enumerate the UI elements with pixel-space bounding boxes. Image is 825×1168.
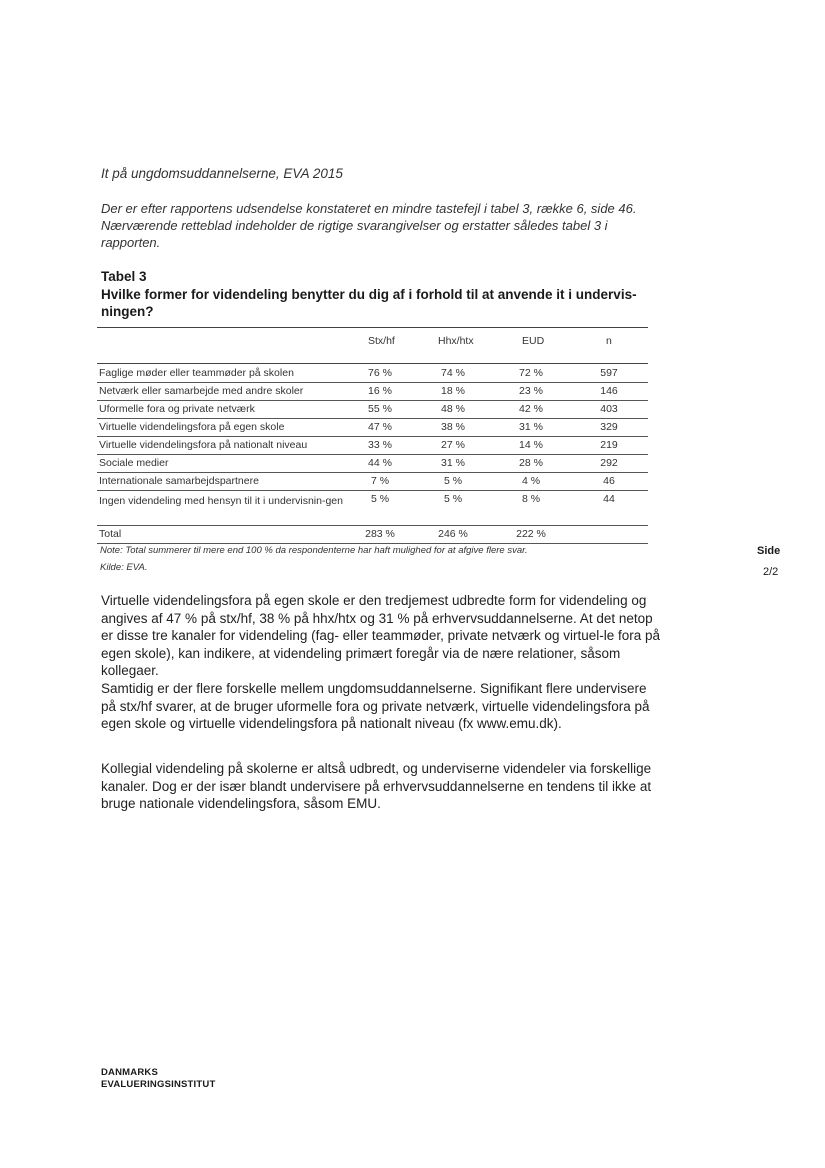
cell-stx: 44 % <box>368 457 392 469</box>
cell-hhx: 48 % <box>441 403 465 415</box>
table-row <box>97 365 648 383</box>
table-row <box>97 383 648 401</box>
cell-hhx: 5 % <box>443 493 463 505</box>
cell-hhx: 74 % <box>441 367 465 379</box>
table-row <box>97 419 648 437</box>
header-n: n <box>606 335 612 347</box>
table-row <box>97 473 648 491</box>
cell-eud: 28 % <box>519 457 543 469</box>
cell-hhx: 31 % <box>441 457 465 469</box>
row-label: Netværk eller samarbejde med andre skoler <box>99 385 304 397</box>
cell-stx: 55 % <box>368 403 392 415</box>
cell-stx: 5 % <box>370 493 390 505</box>
row-label: Sociale medier <box>99 457 169 469</box>
table-source: Kilde: EVA. <box>100 562 148 573</box>
cell-stx: 47 % <box>368 421 392 433</box>
cell-stx: 16 % <box>368 385 392 397</box>
cell-eud: 8 % <box>521 493 541 505</box>
cell-n: 292 <box>600 457 618 469</box>
cell-eud: 4 % <box>521 475 541 487</box>
body-paragraph: Virtuelle videndelingsfora på egen skole er den tredjemest udbredte form for videndeling og angives af 47 % på stx/hf, 38 % på hhx/htx og 31 % på erhvervsuddannelserne. At det netop er disse tre kanaler for videndeling (fag- eller teammøder, private netværk og virtuel-le fora på egen skole), kan indikere, at videndeling primært foregår via de nære relationer, såsom kollegaer. <box>101 593 661 678</box>
cell-hhx: 18 % <box>441 385 465 397</box>
row-label: Internationale samarbejdspartnere <box>99 475 259 487</box>
cell-hhx: 27 % <box>441 439 465 451</box>
cell-stx: 76 % <box>368 367 392 379</box>
total-label: Total <box>99 528 122 540</box>
logo-line-2: EVALUERINGSINSTITUT <box>101 1079 216 1090</box>
cell-eud: 72 % <box>519 367 543 379</box>
cell-stx: 7 % <box>370 475 390 487</box>
cell-n: 46 <box>603 475 615 487</box>
cell-hhx: 38 % <box>441 421 465 433</box>
cell-n: 219 <box>600 439 618 451</box>
body-paragraph: Samtidig er der flere forskelle mellem ungdomsuddannelserne. Signifikant flere undervisere på stx/hf svarer, at de bruger uformelle fora og private netværk, virtuelle videndelingsfora på egen skole og virtuelle videndelingsfora på nationalt niveau (fx www.emu.dk). <box>101 681 650 731</box>
cell-n: 403 <box>600 403 618 415</box>
logo-line-1: DANMARKS <box>101 1067 159 1078</box>
erratum-notice: Der er efter rapportens udsendelse konstateret en mindre tastefejl i tabel 3, række 6, side 46. Nærværende retteblad indeholder de rigtige svarangivelser og erstatter således tabel 3 i rapporten. <box>101 201 637 250</box>
institution-logo <box>101 1067 215 1091</box>
total-eud: 222 % <box>516 528 546 540</box>
header-hhx: Hhx/htx <box>438 335 474 347</box>
table-top-rule <box>97 327 648 328</box>
cell-eud: 23 % <box>519 385 543 397</box>
cell-eud: 31 % <box>519 421 543 433</box>
table-row <box>97 491 648 526</box>
total-stx: 283 % <box>365 528 395 540</box>
table-row <box>97 437 648 455</box>
cell-n: 329 <box>600 421 618 433</box>
table-row <box>97 401 648 419</box>
cell-n: 146 <box>600 385 618 397</box>
side-label: Side <box>757 545 781 557</box>
table-question: Hvilke former for videndeling benytter du dig af i forhold til at anvende it i undervis-ningen? <box>101 287 637 319</box>
cell-hhx: 5 % <box>443 475 463 487</box>
table-header-rule <box>97 363 648 364</box>
row-label: Virtuelle videndelingsfora på egen skole <box>99 421 285 433</box>
header-stx: Stx/hf <box>368 335 395 347</box>
total-hhx: 246 % <box>438 528 468 540</box>
page-number: 2/2 <box>763 566 779 578</box>
header-eud: EUD <box>522 335 545 347</box>
row-label: Virtuelle videndelingsfora på nationalt niveau <box>99 439 308 451</box>
table-total-row <box>97 526 648 544</box>
table-row <box>97 455 648 473</box>
cell-n: 44 <box>603 493 615 505</box>
cell-eud: 42 % <box>519 403 543 415</box>
body-paragraph: Kollegial videndeling på skolerne er altså udbredt, og underviserne videndeler via forskellige kanaler. Dog er der især blandt undervisere på erhvervsuddannelserne en tendens til ikke at bruge nationale videndelingsfora, såsom EMU. <box>101 761 652 811</box>
cell-stx: 33 % <box>368 439 392 451</box>
cell-n: 597 <box>600 367 618 379</box>
report-title: It på ungdomsuddannelserne, EVA 2015 <box>101 166 343 181</box>
row-label: Uformelle fora og private netværk <box>99 403 255 415</box>
cell-eud: 14 % <box>519 439 543 451</box>
table-note: Note: Total summerer til mere end 100 % da respondenterne har haft mulighed for at afgive flere svar. <box>100 545 528 556</box>
row-label: Ingen videndeling med hensyn til it i undervisnin-gen <box>99 495 343 507</box>
row-label: Faglige møder eller teammøder på skolen <box>99 367 294 379</box>
table-label: Tabel 3 <box>101 269 147 284</box>
